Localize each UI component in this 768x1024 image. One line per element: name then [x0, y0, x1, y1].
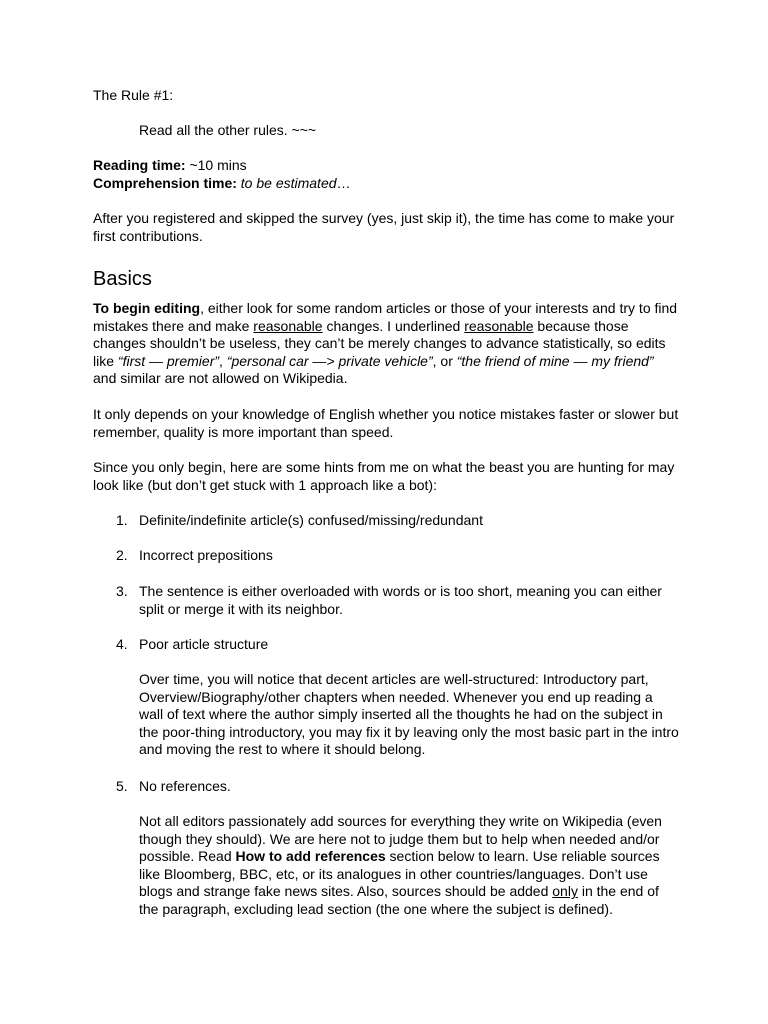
- comprehension-time-label: Comprehension time:: [93, 175, 237, 191]
- list-item-1: Definite/indefinite article(s) confused/missing/redundant: [139, 512, 483, 528]
- list-item-4-detail: Over time, you will notice that decent articles are well-structured: Introductory part, Overview/Biography/other chapters when needed. Whenever you end up reading a wall of text where the author simply inserted all the thoughts he had on the subject in the poor-thing introductory, you may fix it by leaving only the most basic part in the intro and moving the rest to where it should belong.: [139, 671, 679, 758]
- reading-time-value: ~10 mins: [185, 157, 247, 173]
- example-quote: “the friend of mine — my friend”: [456, 352, 654, 369]
- list-number-5: 5.: [116, 778, 128, 794]
- rule-text: Read all the other rules. ~~~: [139, 122, 317, 138]
- example-quote: “personal car —> private vehicle”: [226, 352, 433, 369]
- list-number-3: 3.: [116, 583, 128, 599]
- reading-time-label: Reading time:: [93, 157, 186, 173]
- how-to-add-references-bold: How to add references: [235, 848, 386, 865]
- basics-paragraph-2: It only depends on your knowledge of English whether you notice mistakes faster or slower but remember, quality is more important than speed.: [93, 406, 679, 440]
- list-number-2: 2.: [116, 547, 128, 563]
- example-quote: “first — premier”: [117, 352, 220, 369]
- text-run: because those changes shouldn’t be useless, they can’t be merely changes to advance statistically, so edits like: [93, 317, 666, 369]
- rule-title: The Rule #1:: [93, 87, 174, 103]
- text-run: and similar are not allowed on Wikipedia.: [93, 370, 348, 387]
- list-item-5: No references.: [139, 778, 231, 794]
- comprehension-time-ellipsis: …: [336, 175, 351, 191]
- text-run: ,: [219, 352, 227, 369]
- list-item-2: Incorrect prepositions: [139, 547, 273, 563]
- list-item-3: The sentence is either overloaded with words or is too short, meaning you can either split or merge it with its neighbor.: [139, 583, 662, 617]
- text-run: changes. I underlined: [322, 317, 465, 334]
- text-run: , or: [432, 352, 457, 369]
- underlined-only: only: [552, 883, 578, 900]
- list-number-1: 1.: [116, 512, 128, 528]
- reading-time-line: [93, 157, 679, 175]
- underlined-reasonable: reasonable: [464, 317, 534, 334]
- text-run: Not all editors passionately add sources for everything they write on Wikipedia (even though they should). We are here not to judge them but to help when needed and/or possible. Read: [139, 813, 662, 865]
- intro-paragraph: After you registered and skipped the survey (yes, just skip it), the time has come to make your first contributions.: [93, 210, 675, 244]
- list-number-4: 4.: [116, 636, 128, 652]
- underlined-reasonable: reasonable: [253, 317, 323, 334]
- begin-editing-bold: To begin editing: [93, 300, 201, 316]
- text-run: , either look for some random articles or those of your interests and try to find mistakes there and make: [93, 300, 678, 334]
- text-run: in the end of the paragraph, excluding lead section (the one where the subject is defined).: [139, 883, 659, 917]
- basics-paragraph-3: Since you only begin, here are some hints from me on what the beast you are hunting for may look like (but don’t get stuck with 1 approach like a bot):: [93, 459, 675, 493]
- list-item-5-detail: [139, 813, 679, 919]
- list-item-4: Poor article structure: [139, 636, 269, 652]
- section-heading-basics: Basics: [93, 268, 152, 290]
- comprehension-time-value: to be estimated: [240, 175, 337, 191]
- text-run: section below to learn. Use reliable sources like Bloomberg, BBC, etc, or its analogues in other countries/languages. Don’t use blogs and strange fake news sites. Also, sources should be added: [139, 848, 660, 900]
- basics-paragraph-1: [93, 300, 679, 388]
- comprehension-time-line: [93, 175, 679, 193]
